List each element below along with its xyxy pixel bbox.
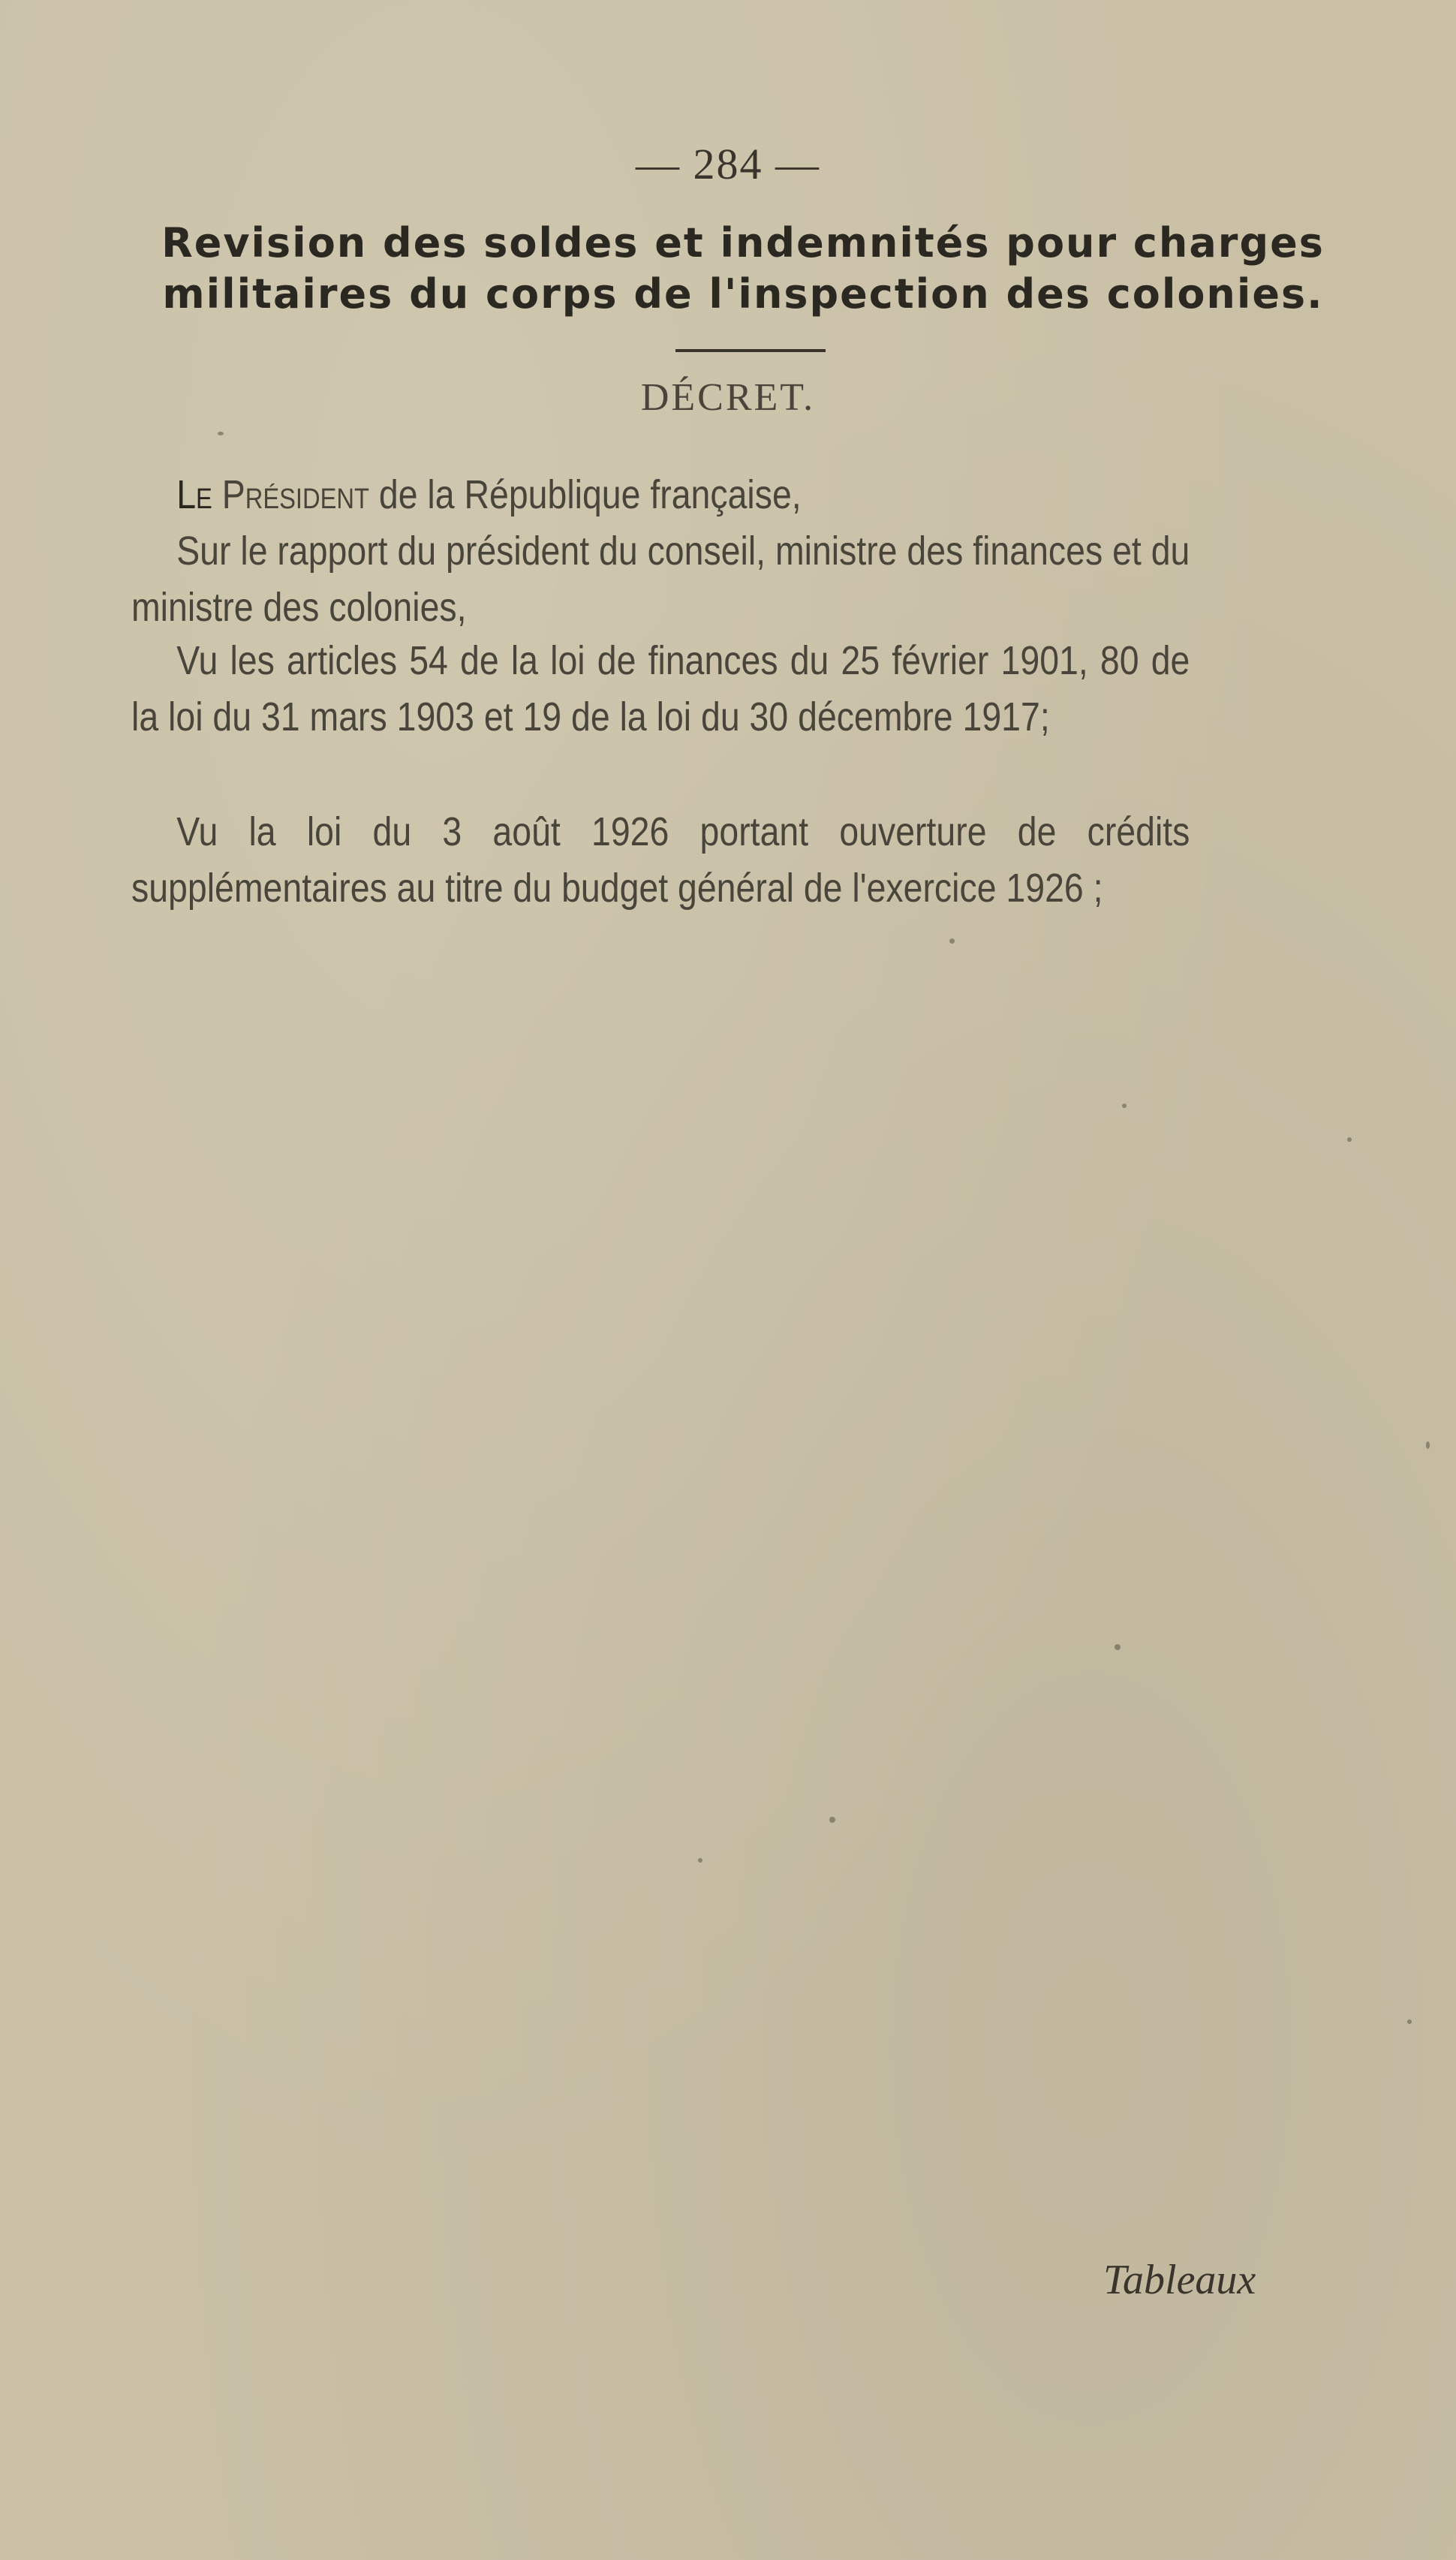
document-title	[128, 218, 1358, 320]
paper-speck	[1115, 1644, 1121, 1650]
paper-speck	[1122, 1104, 1127, 1108]
paper-speck	[1407, 2019, 1412, 2024]
paragraph-vu-articles: Vu les articles 54 de la loi de finances du 25 février 1901, 80 de la loi du 31 mars 1903 et 19 de la loi du 30 décembre 1917;	[131, 638, 1190, 739]
title-line-1: Revision des soldes et indemnités pour charges	[161, 219, 1325, 267]
president-le: Le	[176, 472, 212, 517]
paper-speck	[698, 1858, 702, 1863]
decree-articles-reference	[131, 633, 1190, 745]
catchword: Tableaux	[1103, 2257, 1256, 2303]
paper-speck	[949, 938, 955, 944]
paragraph-president	[131, 467, 1190, 523]
decree-law-reference	[131, 804, 1190, 917]
president-rest: de la République française,	[369, 472, 802, 517]
president-word: Président	[221, 472, 369, 517]
decree-preamble	[131, 467, 1190, 636]
page-number: — 284 —	[636, 140, 820, 188]
paragraph-vu-loi: Vu la loi du 3 août 1926 portant ouverture de crédits supplémentaires au titre du budget général de l'exercice 1926 ;	[131, 809, 1190, 911]
paper-speck	[218, 432, 224, 435]
decree-heading: DÉCRET.	[640, 376, 816, 419]
paragraph-rapport: Sur le rapport du président du conseil, ministre des finances et du ministre des colonies,	[131, 529, 1190, 630]
paper-speck	[1426, 1441, 1430, 1449]
paper-speck	[829, 1817, 835, 1823]
title-line-2: militaires du corps de l'inspection des colonies.	[162, 270, 1324, 318]
paper-speck	[1347, 1137, 1352, 1142]
title-divider	[675, 349, 826, 352]
